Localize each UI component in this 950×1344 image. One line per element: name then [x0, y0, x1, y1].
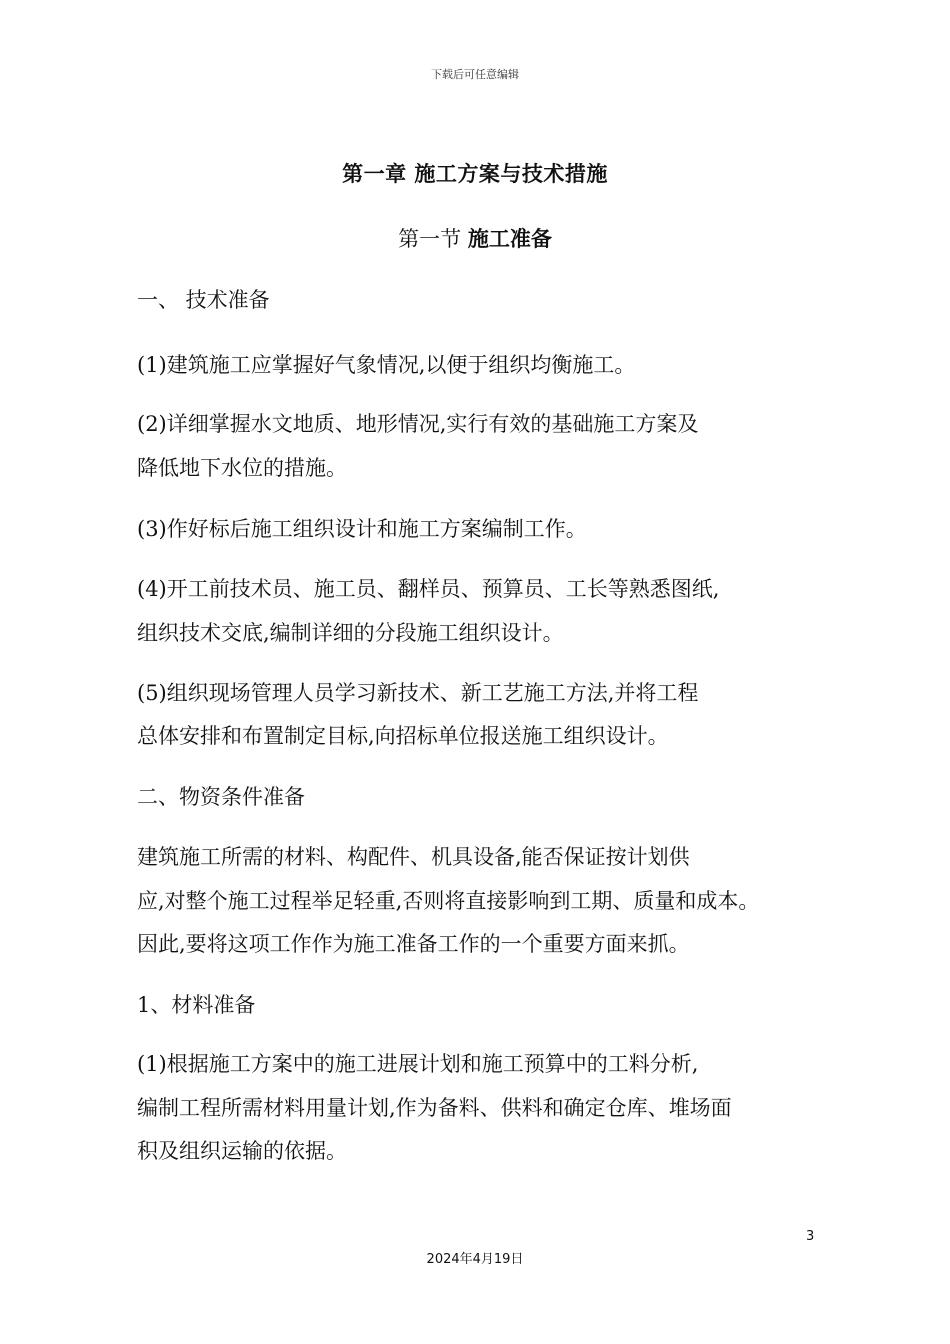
paragraph-item-6-line-1: (1)根据施工方案中的施工进展计划和施工预算中的工料分析, — [137, 1052, 699, 1076]
paragraph-item-1: (1)建筑施工应掌握好气象情况,以便于组织均衡施工。 — [137, 353, 636, 377]
paragraph-item-5-line-1: (5)组织现场管理人员学习新技术、新工艺施工方法,并将工程 — [137, 681, 699, 705]
chapter-title: 第一章 施工方案与技术措施 — [342, 162, 608, 186]
paragraph-item-2-line-2: 降低地下水位的措施。 — [137, 456, 347, 480]
paragraph-item-3: (3)作好标后施工组织设计和施工方案编制工作。 — [137, 517, 587, 541]
paragraph-item-4-line-2: 组织技术交底,编制详细的分段施工组织设计。 — [137, 621, 564, 645]
subheading-material-prep: 1、材料准备 — [137, 993, 256, 1017]
paragraph-item-6-line-2: 编制工程所需材料用量计划,作为备料、供料和确定仓库、堆场面 — [137, 1096, 732, 1120]
paragraph-item-6-line-3: 积及组织运输的依据。 — [137, 1139, 347, 1163]
paragraph-materials-line-2: 应,对整个施工过程举足轻重,否则将直接影响到工期、质量和成本。 — [137, 889, 760, 913]
paragraph-materials-line-1: 建筑施工所需的材料、构配件、机具设备,能否保证按计划供 — [137, 845, 690, 869]
section-name: 施工准备 — [467, 227, 552, 251]
paragraph-materials-line-3: 因此,要将这项工作作为施工准备工作的一个重要方面来抓。 — [137, 932, 690, 956]
paragraph-item-4-line-1: (4)开工前技术员、施工员、翻样员、预算员、工长等熟悉图纸, — [137, 577, 720, 601]
paragraph-item-2-line-1: (2)详细掌握水文地质、地形情况,实行有效的基础施工方案及 — [137, 412, 699, 436]
header-note: 下载后可任意编辑 — [431, 68, 519, 81]
footer-date: 2024年4月19日 — [426, 1252, 524, 1267]
heading-technical-prep: 一、 技术准备 — [137, 288, 270, 312]
page-number: 3 — [806, 1229, 815, 1244]
paragraph-item-5-line-2: 总体安排和布置制定目标,向招标单位报送施工组织设计。 — [137, 724, 669, 748]
section-prefix: 第一节 — [398, 227, 468, 251]
heading-material-conditions: 二、物资条件准备 — [137, 785, 305, 809]
section-title — [0, 223, 950, 253]
